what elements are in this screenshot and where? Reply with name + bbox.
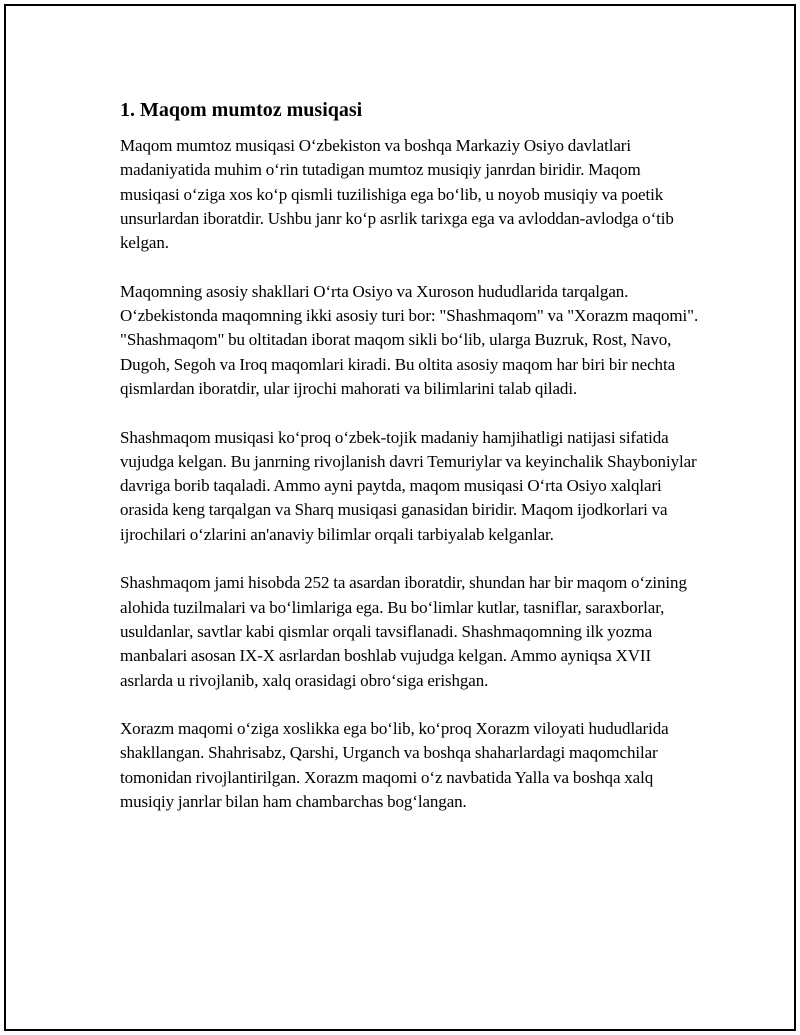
paragraph: Maqomning asosiy shakllari O‘rta Osiyo va Xuroson hududlarida tarqalgan. O‘zbekistonda maqomning ikki asosiy turi bor: "Shashmaqom" va "Xorazm maqomi". "Shashmaqom" bu oltitadan iborat maqom sikli bo‘lib, ularga Buzruk, Rost, Navo, Dugoh, Segoh va Iroq maqomlari kiradi. Bu oltita asosiy maqom har biri bir nechta qismlardan iboratdir, ular ijrochi mahorati va bilimlarini talab qiladi.: [120, 281, 699, 398]
document-page: [4, 4, 796, 1031]
paragraph: Xorazm maqomi o‘ziga xoslikka ega bo‘lib, ko‘proq Xorazm viloyati hududlarida shakllangan. Shahrisabz, Qarshi, Urganch va boshqa shaharlardagi maqomchilar tomonidan rivojlantirilgan. Xorazm maqomi o‘z navbatida Yalla va boshqa xalq musiqiy janrlar bilan ham chambarchas bog‘langan.: [120, 719, 669, 812]
paragraph: Shashmaqom musiqasi ko‘proq o‘zbek-tojik madaniy hamjihatligi natijasi sifatida vujudga kelgan. Bu janrning rivojlanish davri Temuriylar va keyinchalik Shayboniylar davriga borib taqaladi. Ammo ayni paytda, maqom musiqasi O‘rta Osiyo xalqlari orasida keng tarqalgan va Sharq musiqasi ganasidan biridir. Maqom ijodkorlari va ijrochilari o‘zlarini an'anaviy bilimlar orqali tarbiyalab kelganlar.: [120, 427, 697, 544]
paragraph: Shashmaqom jami hisobda 252 ta asardan iboratdir, shundan har bir maqom o‘zining alohida tuzilmalari va bo‘limlariga ega. Bu bo‘limlar kutlar, tasniflar, saraxborlar, usuldanlar, savtlar kabi qismlar orqali tavsiflanadi. Shashmaqomning ilk yozma manbalari asosan IX-X asrlardan boshlab vujudga kelgan. Ammo ayniqsa XVII asrlarda u rivojlanib, xalq orasidagi obro‘siga erishgan.: [120, 573, 687, 690]
paragraph: Maqom mumtoz musiqasi O‘zbekiston va boshqa Markaziy Osiyo davlatlari madaniyatida muhim o‘rin tutadigan mumtoz musiqiy janrdan biridir. Maqom musiqasi o‘ziga xos ko‘p qismli tuzilishiga ega bo‘lib, u noyob musiqiy va poetik unsurlardan iboratdir. Ushbu janr ko‘p asrlik tarixga ega va avloddan-avlodga o‘tib kelgan.: [120, 136, 674, 253]
document-body: [120, 96, 700, 839]
section-heading: 1. Maqom mumtoz musiqasi: [120, 99, 363, 121]
